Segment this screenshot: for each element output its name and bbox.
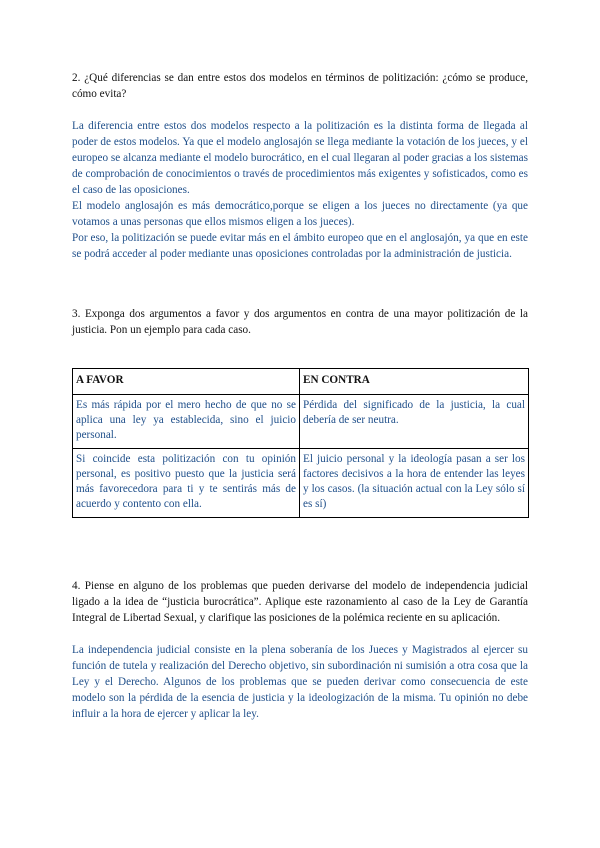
- cell-favor-1: Es más rápida por el mero hecho de que no se aplica una ley ya establecida, sino el juicio personal.: [73, 395, 300, 449]
- cell-contra-1: Pérdida del significado de la justicia, la cual debería de ser neutra.: [300, 395, 529, 449]
- arguments-table: [72, 368, 529, 518]
- question-4: 4. Piense en alguno de los problemas que pueden derivarse del modelo de independencia judicial ligado a la idea de “justicia burocrática”. Aplique este razonamiento al caso de la Ley de Garantía Integral de Libertad Sexual, y clarifique las posiciones de la polémica reciente en su aplicación.: [72, 580, 528, 624]
- question-3: 3. Exponga dos argumentos a favor y dos argumentos en contra de una mayor politización de la justicia. Pon un ejemplo para cada caso.: [72, 308, 528, 336]
- question-2: 2. ¿Qué diferencias se dan entre estos dos modelos en términos de politización: ¿cómo se produce, cómo evita?: [72, 72, 528, 100]
- answer-2-paragraph-3: Por eso, la politización se puede evitar más en el ámbito europeo que en el anglosajón, ya que en este se podrá acceder al poder mediante unas oposiciones controladas por la administración de justicia.: [72, 232, 528, 260]
- table-row: [73, 449, 529, 518]
- answer-2-paragraph-2: El modelo anglosajón es más democrático,porque se eligen a los jueces no directamente (ya que votamos a unas personas que ellos mismos eligen a los jueces).: [72, 200, 528, 228]
- answer-2-paragraph-1: La diferencia entre estos dos modelos respecto a la politización es la distinta forma de llegada al poder de estos modelos. Ya que el modelo anglosajón se llega mediante la votación de los jueces, y el europeo se alcanza mediante el modelo burocrático, en el cual llegaran al poder gracias a los sistemas de comprobación de conocimientos o través de procedimientos más exigentes y sofisticados, como es el caso de las oposiciones.: [72, 120, 528, 196]
- cell-contra-2: El juicio personal y la ideología pasan a ser los factores decisivos a la hora de entender las leyes y los casos. (la situación actual con la Ley sólo sí es sí): [300, 449, 529, 518]
- table-row: [73, 395, 529, 449]
- header-en-contra: EN CONTRA: [300, 369, 529, 395]
- table-header-row: [73, 369, 529, 395]
- document-page: [72, 70, 528, 722]
- answer-4: La independencia judicial consiste en la plena soberanía de los Jueces y Magistrados al ejercer su función de tutela y realización del Derecho objetivo, sin subordinación ni sumisión a otra cosa que la Ley y el Derecho. Algunos de los problemas que se pueden derivar como consecuencia de este modelo son la pérdida de la esencia de justicia y la ideologización de la misma. Tu opinión no debe influir a la hora de ejercer y aplicar la ley.: [72, 644, 528, 720]
- cell-favor-2: Si coincide esta politización con tu opinión personal, es positivo puesto que la justicia será más favorecedora para ti y te sentirás más de acuerdo y contento con ella.: [73, 449, 300, 518]
- header-a-favor: A FAVOR: [73, 369, 300, 395]
